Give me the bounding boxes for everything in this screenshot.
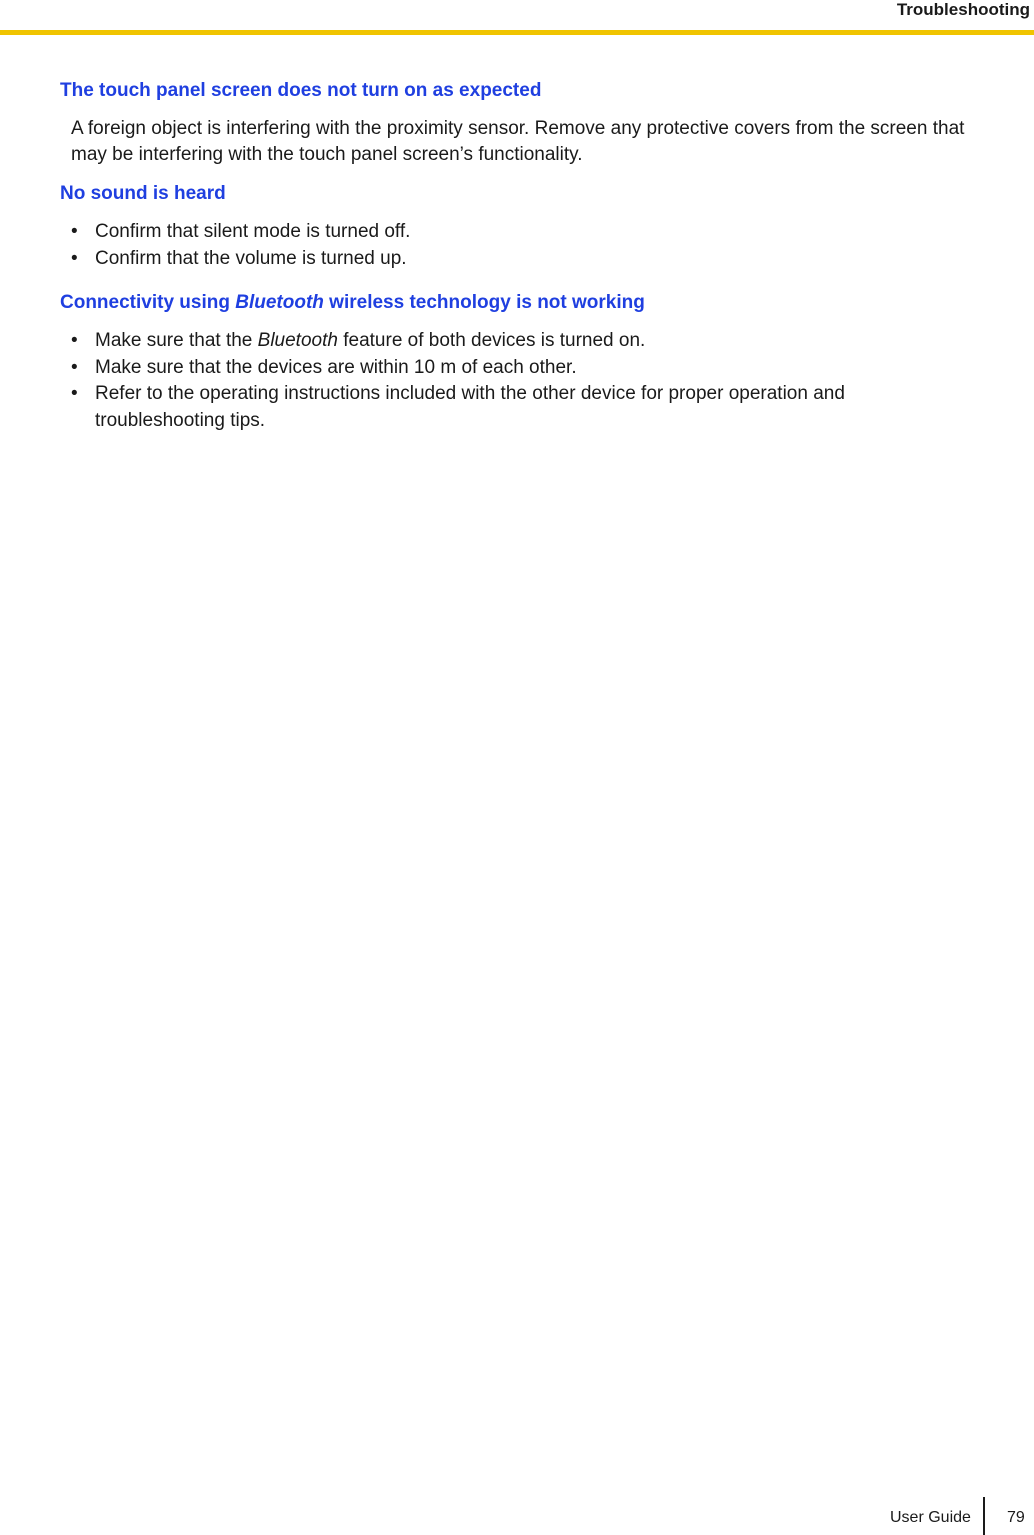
- running-header-title: Troubleshooting: [896, 0, 1030, 19]
- footer-divider: [983, 1497, 985, 1535]
- list-item-text: Refer to the operating instructions included with the other device for proper operation and troubleshooting tips.: [95, 383, 845, 431]
- footer-page-number: 79: [1007, 1509, 1025, 1526]
- list-item: [71, 246, 971, 273]
- paragraph-line: A foreign object is interfering with the proximity sensor. Remove any protective covers from the screen that: [71, 118, 965, 139]
- list-item-text: Make sure that the devices are within 10 m of each other.: [95, 356, 577, 378]
- header-rule: [0, 30, 1034, 35]
- list-item-text: Make sure that the: [95, 330, 258, 351]
- paragraph-touch-panel: [71, 116, 1034, 168]
- list-item-text: feature of both devices is turned on.: [337, 330, 646, 351]
- list-item: [71, 328, 971, 355]
- list-item-text: Confirm that the volume is turned up.: [95, 247, 407, 269]
- bullet-icon: •: [71, 247, 78, 269]
- bullet-icon: •: [71, 221, 78, 242]
- paragraph-line: may be interfering with the touch panel screen’s functionality.: [71, 144, 583, 165]
- bullet-icon: •: [71, 330, 78, 351]
- bullet-icon: •: [71, 383, 78, 404]
- bullet-icon: •: [71, 356, 78, 378]
- heading-touch-panel: The touch panel screen does not turn on as expected: [60, 80, 542, 101]
- heading-emphasis: Bluetooth: [235, 292, 324, 313]
- footer-doc-name: User Guide: [890, 1509, 971, 1526]
- list-item: [71, 381, 955, 434]
- list-item: [71, 219, 971, 246]
- list-bluetooth: [71, 328, 971, 434]
- heading-no-sound: No sound is heard: [60, 183, 226, 204]
- list-item: [71, 355, 971, 382]
- list-no-sound: [71, 219, 971, 272]
- list-item-emphasis: Bluetooth: [257, 330, 338, 351]
- heading-text: Connectivity using: [60, 292, 236, 313]
- heading-bluetooth: [60, 291, 645, 315]
- heading-text: wireless technology is not working: [323, 292, 645, 313]
- list-item-text: Confirm that silent mode is turned off.: [95, 221, 411, 242]
